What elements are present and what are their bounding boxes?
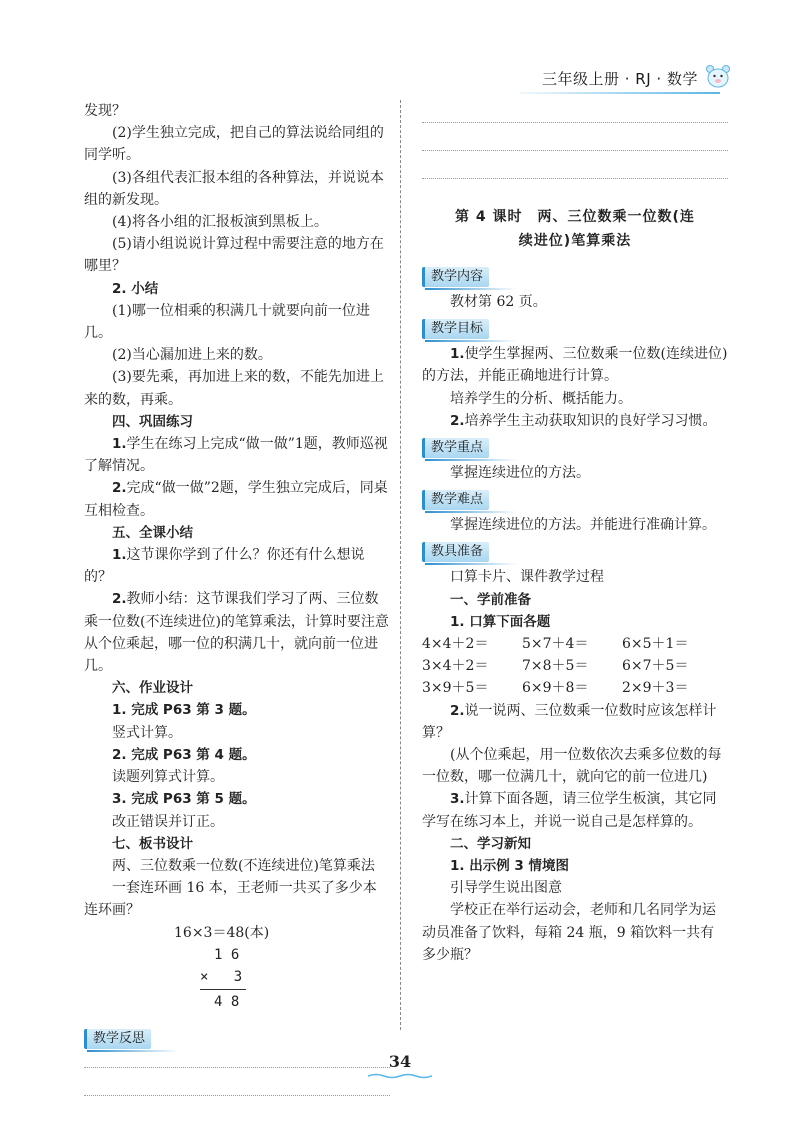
vertical-multiplier: × 3 bbox=[200, 968, 243, 985]
badge-goals: 教学目标 bbox=[422, 319, 489, 339]
left-column bbox=[84, 100, 390, 1096]
text-line: (2)学生独立完成，把自己的算法说给同组的同学听。 bbox=[84, 125, 384, 164]
lesson-title: 第 4 课时 两、三位数乘一位数(连 续进位)笔算乘法 bbox=[455, 209, 695, 249]
homework-title: 2. 完成 P63 第 4 题。 bbox=[112, 746, 256, 763]
section-heading: 五、全课小结 bbox=[112, 524, 193, 541]
mental-math-grid bbox=[422, 633, 728, 700]
text-line: (3)要先乘，再加进上来的数，不能先加进上来的数，再乘。 bbox=[84, 369, 384, 408]
mental-math-item: 6×9＋8＝ bbox=[522, 680, 589, 697]
board-problem: 一套连环画 16 本，王老师一共买了多少本连环画？ bbox=[84, 880, 377, 919]
vertical-result: 4 8 bbox=[214, 993, 240, 1010]
badge-content: 教学内容 bbox=[422, 267, 489, 287]
page-number-wave-icon bbox=[368, 1073, 432, 1079]
section-heading: 六、作业设计 bbox=[112, 680, 193, 697]
bear-mascot-icon bbox=[705, 64, 731, 88]
mental-math-item: 3×9＋5＝ bbox=[422, 680, 489, 697]
text-line: 掌握连续进位的方法。 bbox=[450, 465, 590, 482]
numbered-item: 1.学生在练习上完成“做一做”1题，教师巡视了解情况。 bbox=[84, 436, 388, 475]
vertical-top: 1 6 bbox=[214, 946, 240, 963]
mental-math-item: 3×4＋2＝ bbox=[422, 658, 489, 675]
numbered-item: 2.说一说两、三位数乘一位数时应该怎样计算？ bbox=[422, 702, 717, 741]
numbered-item: 1.使学生掌握两、三位数乘一位数(连续进位)的方法，并能正确地进行计算。 bbox=[422, 346, 728, 385]
homework-title: 3. 完成 P63 第 5 题。 bbox=[112, 791, 256, 808]
vertical-calculation bbox=[192, 944, 390, 1013]
text-line: (4)将各小组的汇报板演到黑板上。 bbox=[112, 214, 328, 231]
mental-math-item: 2×9＋3＝ bbox=[622, 680, 689, 697]
text-line: 引导学生说出图意 bbox=[450, 880, 562, 897]
mental-math-item: 5×7＋4＝ bbox=[522, 636, 589, 653]
section-heading: 一、学前准备 bbox=[450, 591, 531, 608]
vertical-rule bbox=[200, 989, 246, 990]
text-line: 发现？ bbox=[84, 103, 126, 119]
board-title: 两、三位数乘一位数(不连续进位)笔算乘法 bbox=[112, 857, 375, 874]
writing-line bbox=[84, 1067, 390, 1068]
header-rule bbox=[520, 92, 720, 94]
homework-desc: 改正错误并订正。 bbox=[112, 813, 224, 830]
page-header bbox=[520, 62, 735, 92]
mental-math-item: 6×5＋1＝ bbox=[622, 636, 689, 653]
reflection-badge: 教学反思 bbox=[84, 1029, 151, 1049]
numbered-item: 3.计算下面各题，请三位学生板演，其它同学写在练习本上，并说一说自己是怎样算的。 bbox=[422, 791, 717, 830]
numbered-item: 2.培养学生主动获取知识的良好学习习惯。 bbox=[450, 412, 717, 429]
board-equation: 16×3＝48(本) bbox=[174, 924, 270, 941]
numbered-item: 2.完成“做一做”2题，学生独立完成后，同桌互相检查。 bbox=[84, 480, 388, 519]
writing-line bbox=[422, 150, 728, 151]
text-line: 掌握连续进位的方法。并能进行准确计算。 bbox=[450, 517, 716, 534]
writing-line bbox=[84, 1095, 390, 1096]
text-line: (3)各组代表汇报本组的各种算法，并说说本组的新发现。 bbox=[84, 169, 384, 208]
text-line: 学校正在举行运动会，老师和几名同学为运动员准备了饮料，每箱 24 瓶，9 箱饮料一共有多少瓶？ bbox=[422, 902, 716, 963]
writing-line bbox=[422, 122, 728, 123]
badge-difficulties: 教学难点 bbox=[422, 490, 489, 510]
section-heading: 七、板书设计 bbox=[112, 835, 193, 852]
numbered-item: 1.这节课你学到了什么？你还有什么想说的？ bbox=[84, 547, 365, 586]
section-heading: 四、巩固练习 bbox=[112, 413, 193, 430]
text-line: 口算卡片、课件教学过程 bbox=[450, 569, 604, 586]
mental-math-item: 7×8＋5＝ bbox=[522, 658, 589, 675]
mental-math-item: 6×7＋5＝ bbox=[622, 658, 689, 675]
text-line: (1)哪一位相乘的积满几十就要向前一位进几。 bbox=[84, 302, 370, 342]
text-line: (2)当心漏加进上来的数。 bbox=[112, 347, 272, 364]
numbered-item: 2.教师小结：这节课我们学习了两、三位数乘一位数(不连续进位)的笔算乘法，计算时要注意从个位乘起，哪一位的积满几十，就向前一位进几。 bbox=[84, 591, 389, 675]
page-number: 34 bbox=[388, 1052, 412, 1071]
section-heading: 2. 小结 bbox=[112, 280, 159, 297]
column-divider bbox=[400, 100, 402, 1030]
right-column bbox=[422, 100, 728, 966]
homework-desc: 竖式计算。 bbox=[112, 724, 182, 741]
text-line: (从个位乘起，用一位数依次去乘多位数的每一位数，哪一位满几十，就向它的前一位进几) bbox=[422, 747, 722, 786]
writing-line bbox=[422, 178, 728, 179]
mental-math-item: 4×4＋2＝ bbox=[422, 636, 489, 653]
homework-desc: 读题列算式计算。 bbox=[112, 769, 224, 786]
badge-tools: 教具准备 bbox=[422, 542, 489, 562]
section-heading: 二、学习新知 bbox=[450, 835, 531, 852]
sub-heading: 1. 出示例 3 情境图 bbox=[450, 858, 570, 875]
homework-title: 1. 完成 P63 第 3 题。 bbox=[112, 702, 256, 719]
text-line: 教材第 62 页。 bbox=[450, 294, 547, 310]
badge-key-points: 教学重点 bbox=[422, 438, 489, 458]
text-line: 培养学生的分析、概括能力。 bbox=[450, 390, 632, 407]
sub-heading: 1. 口算下面各题 bbox=[450, 613, 551, 630]
book-title: 三年级上册 · RJ · 数学 bbox=[542, 70, 698, 88]
text-line: (5)请小组说说计算过程中需要注意的地方在哪里？ bbox=[84, 236, 384, 275]
